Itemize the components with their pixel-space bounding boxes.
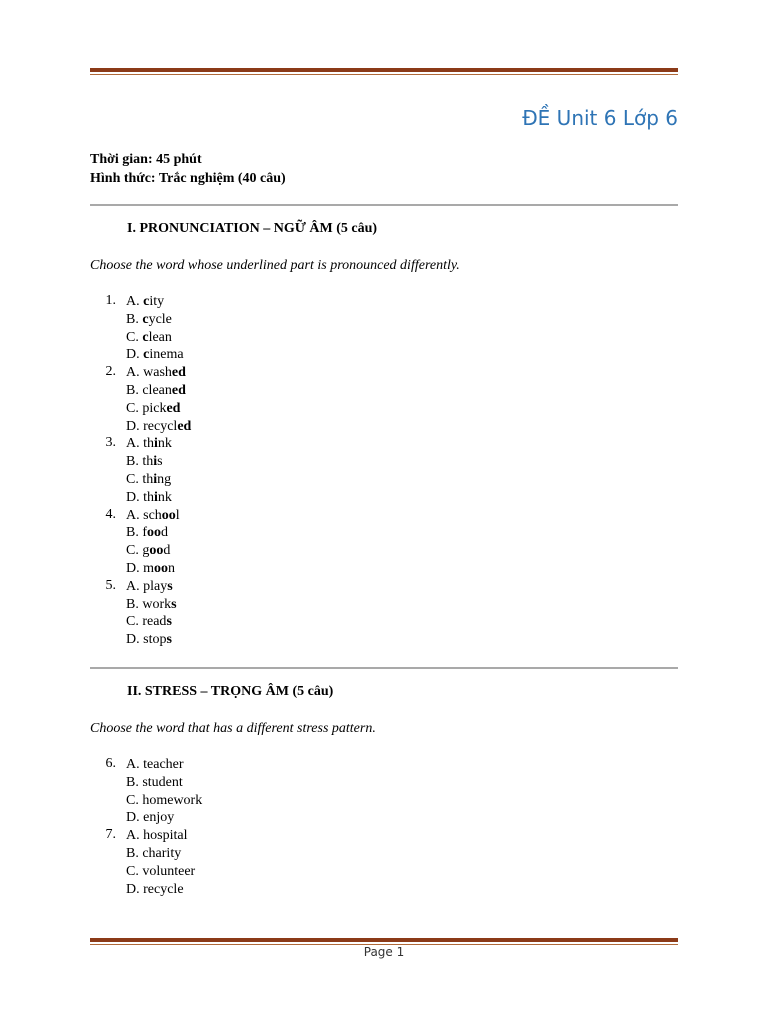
answer-option xyxy=(126,845,195,863)
question-number: 1. xyxy=(105,293,116,308)
answer-option xyxy=(126,596,177,614)
question-list-pronunciation xyxy=(90,293,191,649)
option-text: student xyxy=(142,774,183,790)
option-letter: A. xyxy=(126,757,144,772)
option-letter: D. xyxy=(126,810,144,826)
option-letter: D. xyxy=(126,418,144,434)
answer-option xyxy=(126,756,202,774)
answer-option xyxy=(126,827,195,845)
option-highlight: ed xyxy=(171,365,186,381)
answer-option xyxy=(126,507,180,525)
option-text: ity xyxy=(149,294,165,309)
section-separator xyxy=(90,667,678,669)
option-text: homework xyxy=(142,792,203,808)
option-text: pick xyxy=(142,400,167,416)
page-number: Page 1 xyxy=(363,945,405,959)
option-letter: D. xyxy=(126,632,144,648)
option-highlight: i xyxy=(153,471,158,487)
section-title-stress: II. STRESS – TRỌNG ÂM (5 câu) xyxy=(127,684,334,699)
option-highlight: c xyxy=(143,294,150,309)
option-letter: C. xyxy=(126,329,143,345)
answer-options xyxy=(126,507,180,578)
option-letter: D. xyxy=(126,489,144,505)
option-letter: A. xyxy=(126,365,144,381)
answer-option xyxy=(126,809,202,827)
question-item xyxy=(90,293,191,364)
option-text: recycl xyxy=(143,418,178,434)
option-highlight: s xyxy=(167,578,173,594)
option-letter: C. xyxy=(126,614,143,630)
answer-options xyxy=(126,364,191,435)
answer-option xyxy=(126,382,191,400)
option-text: enjoy xyxy=(143,810,175,826)
answer-option xyxy=(126,400,191,418)
answer-option xyxy=(126,613,177,631)
option-letter: C. xyxy=(126,543,143,559)
option-text: stop xyxy=(143,632,167,648)
option-letter: A. xyxy=(126,507,144,523)
option-highlight: ed xyxy=(171,382,186,398)
option-text: nk xyxy=(157,489,172,505)
option-letter: B. xyxy=(126,596,143,612)
option-text: read xyxy=(142,614,167,630)
option-highlight: i xyxy=(153,454,158,470)
option-text: lean xyxy=(148,329,172,345)
option-letter: C. xyxy=(126,400,143,416)
header-rule xyxy=(90,68,678,75)
option-highlight: s xyxy=(171,596,177,612)
option-text: s xyxy=(157,454,163,470)
answer-option xyxy=(126,471,172,489)
question-item xyxy=(90,827,202,898)
option-text: work xyxy=(142,596,172,612)
question-number: 3. xyxy=(105,435,116,451)
option-text: th xyxy=(143,436,155,452)
option-text: play xyxy=(143,578,168,594)
option-letter: B. xyxy=(126,454,143,470)
question-number: 4. xyxy=(105,506,116,522)
option-text: wash xyxy=(143,365,172,381)
option-letter: B. xyxy=(126,525,143,541)
answer-option xyxy=(126,631,177,649)
question-item xyxy=(90,756,202,827)
question-item xyxy=(90,578,191,649)
option-letter: C. xyxy=(126,792,143,808)
answer-option xyxy=(126,418,191,436)
option-highlight: oo xyxy=(147,525,162,541)
question-item xyxy=(90,507,191,578)
option-highlight: c xyxy=(143,347,150,363)
answer-options xyxy=(126,578,177,649)
answer-option xyxy=(126,435,172,453)
question-list-stress xyxy=(90,756,202,898)
option-highlight: i xyxy=(154,436,158,452)
option-letter: B. xyxy=(126,774,143,790)
option-text: d xyxy=(161,525,169,541)
option-text: g xyxy=(142,543,150,559)
option-letter: D. xyxy=(126,560,144,576)
answer-option xyxy=(126,560,180,578)
question-number: 6. xyxy=(105,756,116,771)
option-letter: A. xyxy=(126,436,144,452)
option-letter: A. xyxy=(126,294,144,309)
section-instruction-stress: Choose the word that has a different stress pattern. xyxy=(90,721,376,736)
option-text: teacher xyxy=(143,757,184,772)
option-text: hospital xyxy=(143,828,188,844)
answer-option xyxy=(126,364,191,382)
option-text: m xyxy=(143,560,155,576)
answer-option xyxy=(126,311,184,329)
answer-option xyxy=(126,524,180,542)
option-text: volunteer xyxy=(142,863,196,879)
option-letter: A. xyxy=(126,578,144,594)
answer-options xyxy=(126,435,172,506)
option-text: th xyxy=(143,489,155,505)
answer-option xyxy=(126,792,202,810)
option-text: nk xyxy=(157,436,172,452)
question-number: 5. xyxy=(105,577,116,593)
answer-options xyxy=(126,293,184,364)
option-text: th xyxy=(142,471,154,487)
section-instruction-pronunciation: Choose the word whose underlined part is pronounced differently. xyxy=(90,258,460,273)
option-highlight: ed xyxy=(166,400,181,416)
option-text: clean xyxy=(142,382,172,398)
answer-option xyxy=(126,881,195,899)
question-number: 7. xyxy=(105,827,116,843)
option-highlight: c xyxy=(142,311,149,327)
option-highlight: oo xyxy=(161,507,176,523)
option-text: d xyxy=(163,543,171,559)
option-highlight: s xyxy=(166,614,172,630)
option-text: f xyxy=(142,525,148,541)
question-item xyxy=(90,364,191,435)
option-highlight: i xyxy=(154,489,158,505)
option-text: n xyxy=(168,560,176,576)
option-text: inema xyxy=(149,347,184,363)
section-title-pronunciation: I. PRONUNCIATION – NGỮ ÂM (5 câu) xyxy=(127,221,378,236)
question-number: 2. xyxy=(105,364,116,380)
answer-option xyxy=(126,453,172,471)
exam-time: Thời gian: 45 phút xyxy=(90,152,202,167)
option-highlight: ed xyxy=(177,418,192,434)
option-letter: B. xyxy=(126,382,143,398)
answer-option xyxy=(126,346,184,364)
answer-option xyxy=(126,293,184,311)
option-letter: B. xyxy=(126,845,143,861)
option-letter: A. xyxy=(126,828,144,844)
section-separator xyxy=(90,204,678,206)
option-text: ng xyxy=(157,471,172,487)
document-title: ĐỀ Unit 6 Lớp 6 xyxy=(522,106,678,130)
answer-option xyxy=(126,542,180,560)
option-letter: C. xyxy=(126,863,143,879)
option-letter: C. xyxy=(126,471,143,487)
exam-meta xyxy=(90,150,286,188)
option-text: th xyxy=(142,454,154,470)
option-text: l xyxy=(175,507,180,523)
answer-options xyxy=(126,756,202,827)
option-letter: B. xyxy=(126,311,143,327)
footer-rule xyxy=(90,938,678,945)
answer-option xyxy=(126,489,172,507)
option-highlight: s xyxy=(166,632,172,648)
question-item xyxy=(90,435,191,506)
option-text: sch xyxy=(143,507,162,523)
exam-format: Hình thức: Trắc nghiệm (40 câu) xyxy=(90,171,286,186)
option-letter: D. xyxy=(126,347,144,363)
option-text: ycle xyxy=(148,311,172,327)
option-text: recycle xyxy=(143,881,184,897)
answer-option xyxy=(126,329,184,347)
option-highlight: oo xyxy=(149,543,164,559)
option-highlight: c xyxy=(142,329,149,345)
option-highlight: oo xyxy=(154,560,169,576)
option-letter: D. xyxy=(126,881,144,897)
answer-option xyxy=(126,863,195,881)
answer-options xyxy=(126,827,195,898)
answer-option xyxy=(126,774,202,792)
option-text: charity xyxy=(142,845,182,861)
answer-option xyxy=(126,578,177,596)
